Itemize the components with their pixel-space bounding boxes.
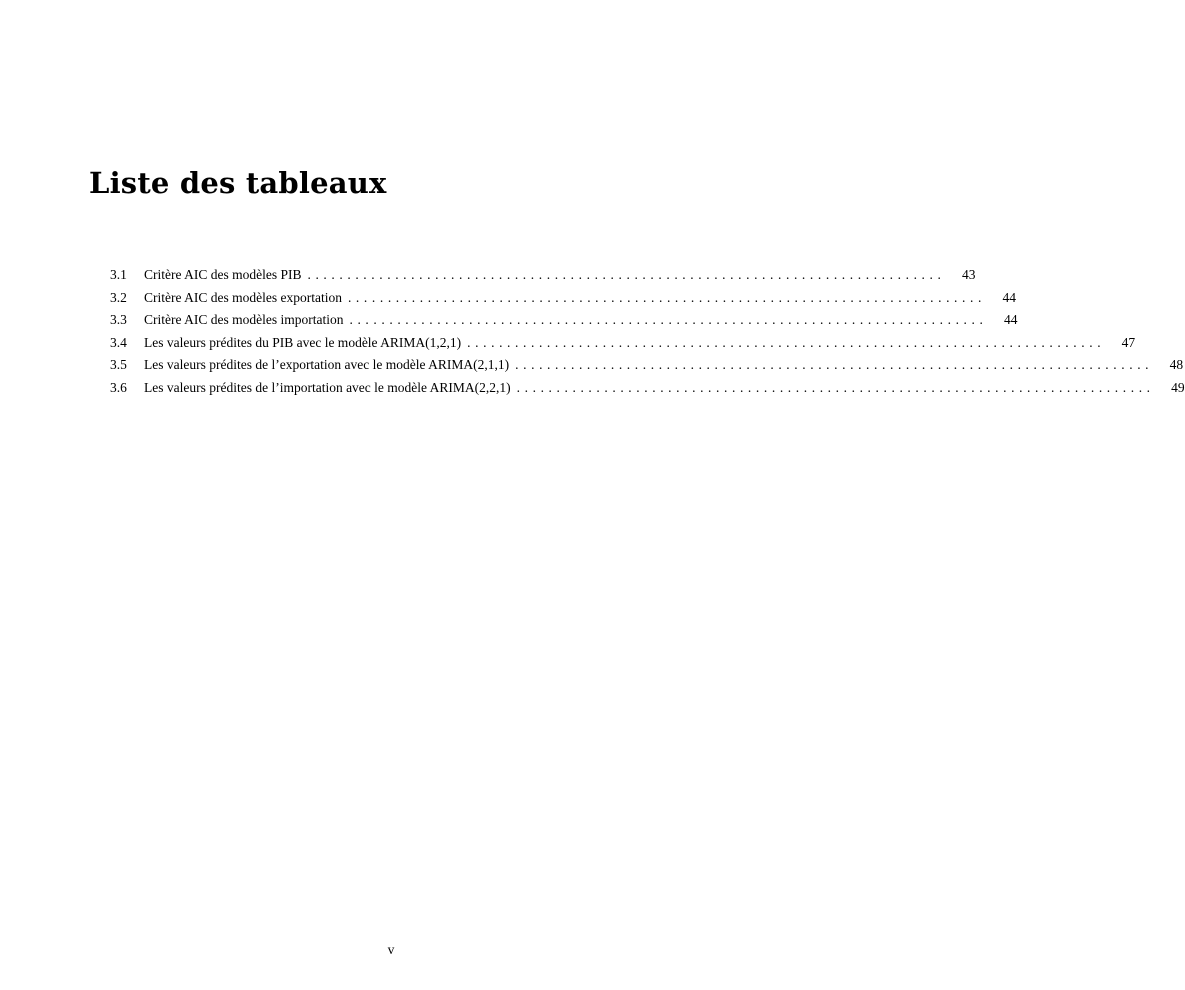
toc-entry[interactable] bbox=[110, 309, 1018, 332]
entry-number: 3.3 bbox=[110, 312, 127, 328]
entry-page-number: 43 bbox=[961, 267, 976, 282]
entry-page-number: 49 bbox=[1171, 379, 1185, 395]
entry-title: Les valeurs prédites de l’importation avec le modèle ARIMA(2,2,1) bbox=[144, 379, 511, 395]
dot-leader: ................................................................................ bbox=[467, 334, 1106, 350]
toc-entry[interactable] bbox=[110, 377, 1185, 400]
toc-entry[interactable] bbox=[110, 332, 1136, 355]
toc-entry[interactable] bbox=[110, 354, 1184, 377]
dot-leader: ................................................................................ bbox=[516, 379, 1155, 395]
toc-entry[interactable] bbox=[110, 287, 1016, 310]
entry-page-number: 47 bbox=[1121, 334, 1136, 350]
entry-number: 3.4 bbox=[110, 334, 127, 350]
dot-leader: ................................................................................ bbox=[515, 357, 1154, 373]
entry-title: Les valeurs prédites de l’exportation avec le modèle ARIMA(2,1,1) bbox=[144, 357, 510, 373]
entry-number: 3.6 bbox=[110, 379, 127, 395]
entry-title: Les valeurs prédites du PIB avec le modèle ARIMA(1,2,1) bbox=[144, 334, 462, 350]
entry-number: 3.1 bbox=[110, 267, 127, 282]
page-title: Liste des tableaux bbox=[89, 166, 387, 200]
toc-entry[interactable] bbox=[110, 264, 976, 287]
page-number: v bbox=[387, 942, 395, 957]
entry-number: 3.5 bbox=[110, 357, 127, 373]
entry-page-number: 48 bbox=[1169, 357, 1184, 373]
entry-number: 3.2 bbox=[110, 289, 127, 305]
entry-title: Critère AIC des modèles PIB bbox=[144, 267, 302, 282]
entry-title: Critère AIC des modèles importation bbox=[144, 312, 344, 328]
entry-title: Critère AIC des modèles exportation bbox=[144, 289, 342, 305]
dot-leader: ................................................................................ bbox=[349, 312, 988, 328]
entry-page-number: 44 bbox=[1002, 289, 1016, 305]
dot-leader: ................................................................................ bbox=[347, 289, 986, 305]
list-of-tables bbox=[110, 264, 1185, 400]
entry-page-number: 44 bbox=[1003, 312, 1018, 328]
dot-leader: ................................................................................ bbox=[307, 267, 946, 282]
